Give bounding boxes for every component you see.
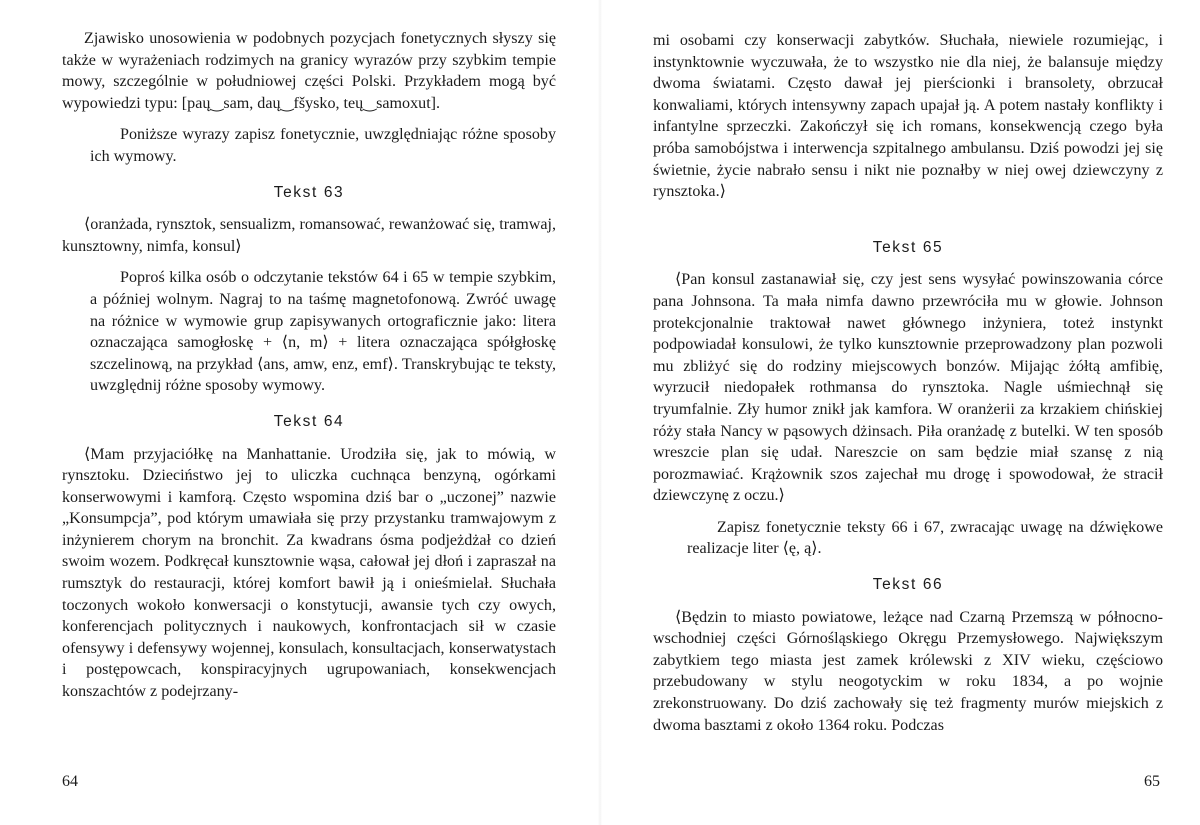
exercise-instruction: Poproś kilka osób o odczytanie tekstów 64 i 65 w tempie szybkim, a później wolnym. Nagraj to na taśmę magnetofonową. Zwróć uwagę na różnice w wymowie grup zapisywanych ortograficznie jako: litera oznaczająca samogłoskę + ⟨n, m⟩ + litera oznaczająca spółgłoskę szczelinową, na przykład ⟨ans, amw, enz, emf⟩. Transkrybując te teksty, uwzględnij różne sposoby wymowy. (90, 269, 556, 395)
right-page (600, 0, 1200, 825)
section-heading: Tekst 63 (273, 183, 345, 201)
text-paragraph: ⟨Pan konsul zastanawiał się, czy jest sens wysyłać powinszowania córce pana Johnsona. Ta mała nimfa dawno przewróciła mu w głowie. Johnson protekcjonalnie traktował nawet głównego inżyniera, toteż instynkt podpowiadał konsulowi, że tylko kunsztownie przeprowadzony plan pozwoli mu zbliżyć się do rodziny miejscowych bonzów. Mijając żółtą amfibię, wyrzucił niedopałek rothmansa do rynsztoka. Nagle uśmiechnął się tryumfalnie. Zły humor znikł jak kamfora. W oranżerii za krzakiem chińskiej róży stała Nancy w pąsowych dżinsach. Piła oranżadę z butelki. W ten sposób wreszcie plan się udał. Nareszcie on sam będzie miał szansę z nią porozmawiać. Krążownik szos zajechał mu drogę i spowodował, że stracił dziewczynę z oczu.⟩ (653, 271, 1163, 505)
section-heading: Tekst 65 (872, 238, 944, 256)
left-text-column (62, 28, 556, 703)
exercise-instruction: Zapisz fonetycznie teksty 66 i 67, zwracając uwagę na dźwiękowe realizacje liter ⟨ę, ą⟩. (687, 518, 1163, 558)
text-paragraph: ⟨Będzin to miasto powiatowe, leżące nad Czarną Przemszą w północno-wschodniej części Górnośląskiego Okręgu Przemysłowego. Największym zabytkiem tego miasta jest zamek królewski z XIV wieku, częściowo przebudowany w stylu neogotyckim w roku 1834, a po wojnie zrekonstruowany. Do dziś zachowały się też fragmenty murów miejskich z dwoma basztami z około 1364 roku. Podczas (653, 608, 1163, 734)
exercise-instruction: Poniższe wyrazy zapisz fonetycznie, uwzględniając różne sposoby ich wymowy. (90, 126, 556, 165)
text-paragraph: ⟨Mam przyjaciółkę na Manhattanie. Urodziła się, jak to mówią, w rynsztoku. Dzieciństwo jej to uliczka cuchnąca benzyną, ogórkami konserwowymi i kamforą. Często wspomina dziś bar o „uczonej” nazwie „Konsumpcja”, pod którym umawiała się przy przystanku tramwajowym z inżynierem chorym na bronchit. Za kwadrans ósma podjeżdżał co dzień swoim wozem. Podkręcał kunsztownie wąsa, całował jej dłoń i zapraszał na rumsztyk do restauracji, której komfort bawił ją i onieśmielał. Słuchała toczonych wokoło konwersacji o konstytucji, awansie tych czy owych, konferencjach politycznych i naukowych, konfrontacjach sił w czasie ofensywy i defensywy wojennej, konsulach, konsultacjach, konserwatystach i postępowcach, konspiracyjnych ugrupowaniach, konsekwencjach konszachtów z podejrzany- (62, 445, 556, 701)
text-paragraph: mi osobami czy konserwacji zabytków. Słuchała, niewiele rozumiejąc, i instynktownie wyczuwała, że to wszystko nie dla niej, że balansuje między dwoma światami. Często dawał jej pierścionki i bransolety, obrzucał konwaliami, których intensywny zapach upajał ją. A potem nastały konflikty i infantylne sprzeczki. Zakończył się ich romans, konsekwencją czego była próba samobójstwa i interwencja szpitalnego ambulansu. Dziś powodzi jej się świetnie, życie nabrało sensu i nikt nie poznałby w niej owej dziewczyny z rynsztoka.⟩ (653, 32, 1163, 201)
page-number: 64 (62, 773, 78, 790)
section-heading: Tekst 66 (872, 576, 944, 594)
section-heading: Tekst 64 (273, 412, 345, 430)
page-number: 65 (1144, 773, 1160, 790)
right-text-column (653, 30, 1163, 736)
intro-paragraph: Zjawisko unosowienia w podobnych pozycjach fonetycznych słyszy się także w wyrażeniach rodzimych na granicy wyrazów przy szybkim tempie mowy, szczególnie w południowej części Polski. Przykładem mogą być wypowiedzi typu: [paų‿sam, daų‿fšysko, teų‿samoxut]. (62, 30, 556, 112)
text-paragraph: ⟨oranżada, rynsztok, sensualizm, romansować, rewanżować się, tramwaj, kunsztowny, nimfa, konsul⟩ (62, 216, 556, 255)
